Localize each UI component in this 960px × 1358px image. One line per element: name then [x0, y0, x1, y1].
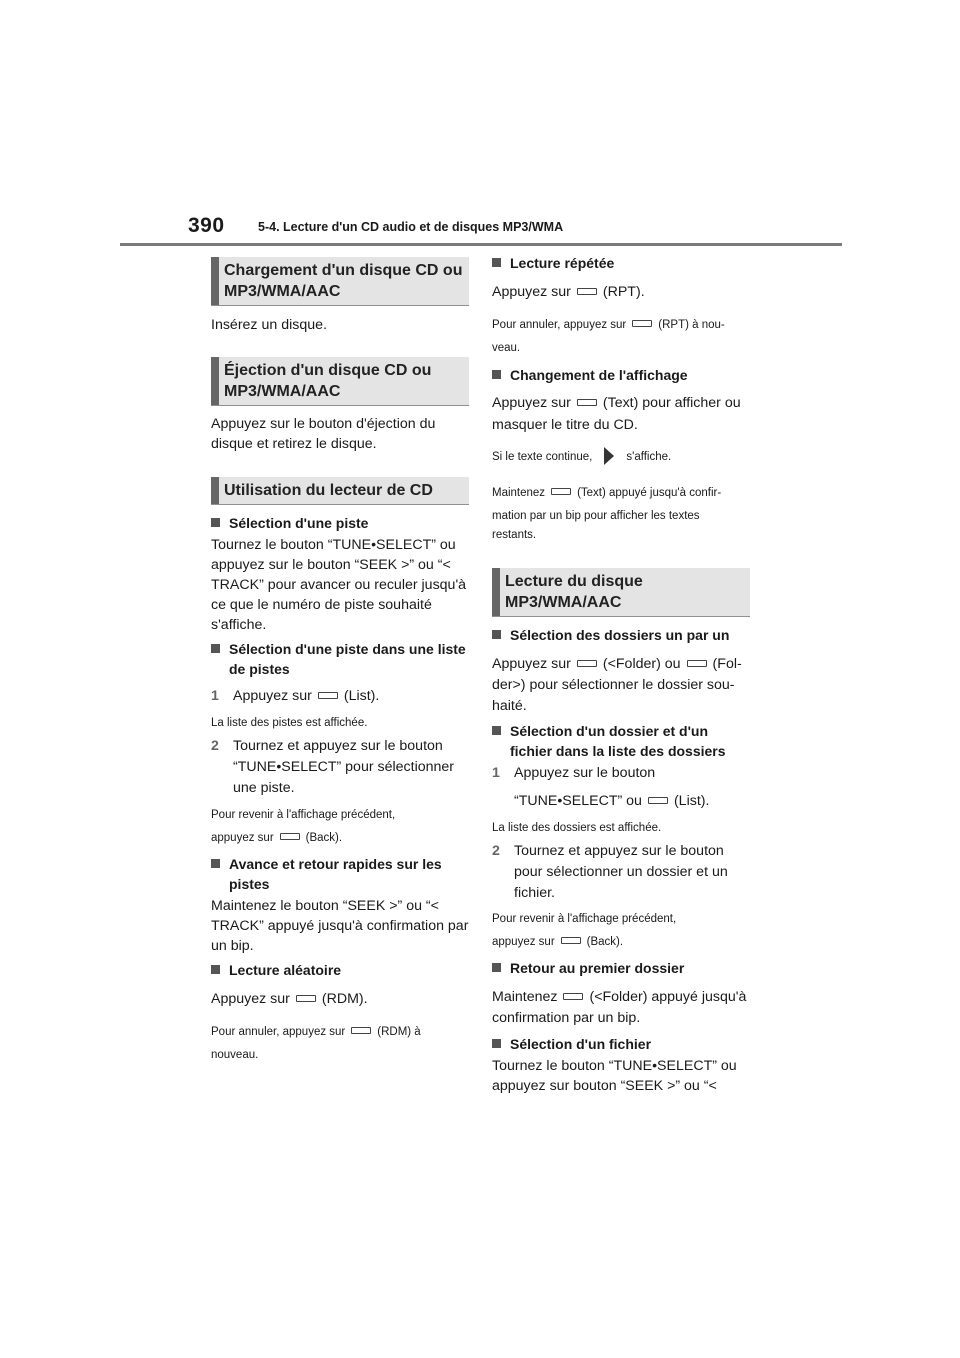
step-text: (List). [343, 688, 380, 704]
square-bullet-icon [211, 965, 220, 974]
note-text: (Back). [305, 832, 343, 844]
square-bullet-icon [492, 630, 501, 639]
note-line: Pour revenir à l'affichage précédent, [492, 913, 677, 925]
note-text: (RDM) à [377, 1026, 421, 1038]
note-line: Pour revenir à l'affichage précédent, [211, 809, 396, 821]
square-bullet-icon [492, 726, 501, 735]
subheading-first-folder [492, 958, 750, 978]
square-bullet-icon [492, 963, 501, 972]
text-button-icon [551, 488, 571, 495]
paragraph-line: confirmation par un bip. [492, 1010, 641, 1026]
back-button-icon [280, 833, 300, 840]
paragraph: Appuyez sur le bouton d'éjection du disque et retirez le disque. [211, 416, 436, 452]
list-button-icon [318, 692, 338, 699]
note-line [492, 447, 750, 467]
folder-prev-button-icon [563, 993, 583, 1000]
note-line [211, 828, 469, 848]
step-text: Appuyez sur [233, 688, 312, 704]
note-text: Maintenez [492, 487, 546, 499]
inline-text: Appuyez sur [492, 395, 571, 411]
inline-text: (Text) pour afficher ou [602, 395, 741, 411]
header-rule [120, 243, 842, 246]
subheading-track-list [211, 639, 469, 679]
paragraph [492, 987, 750, 1007]
step-1-continued [492, 791, 750, 812]
note-line [211, 1022, 469, 1042]
note: La liste des dossiers est affichée. [492, 822, 662, 834]
inline-text: Appuyez sur [492, 284, 571, 300]
subheading-text: Sélection d'une piste dans une liste de pistes [229, 641, 466, 677]
note-text: Pour annuler, appuyez sur [492, 319, 627, 331]
inline-text: Appuyez sur [211, 991, 290, 1007]
inline-text: (RPT). [602, 284, 645, 300]
section-heading-cd-player [211, 477, 469, 505]
step-2 [492, 841, 750, 904]
paragraph [211, 989, 469, 1009]
subheading-folders [492, 625, 750, 645]
note-text: (Text) appuyé jusqu'à confir- [577, 487, 722, 499]
subheading-text: Changement de l'affichage [510, 367, 688, 383]
section-heading-loading [211, 257, 469, 306]
step-number: 2 [211, 738, 219, 754]
paragraph [492, 282, 750, 302]
inline-text: (RDM). [321, 991, 368, 1007]
step-text: (List). [673, 793, 710, 809]
paragraph: Tournez le bouton “TUNE•SELECT” ou appuyez sur le bouton “SEEK >” ou “< TRACK” pour avancer ou reculer jusqu'à ce que le numéro de piste souhaité s'affiche. [211, 537, 467, 633]
list-button-icon [648, 797, 668, 804]
subheading-text: Lecture aléatoire [229, 962, 342, 978]
scroll-arrow-icon [604, 447, 614, 465]
folder-prev-button-icon [577, 660, 597, 667]
note-line [492, 315, 750, 335]
page-number: 390 [188, 214, 225, 237]
square-bullet-icon [211, 859, 220, 868]
subheading-text: Avance et retour rapides sur les pistes [229, 856, 442, 892]
rpt-button-icon [577, 288, 597, 295]
paragraph-line: der>) pour sélectionner le dossier sou- [492, 677, 735, 693]
note-line: veau. [492, 342, 521, 354]
paragraph-line: haité. [492, 698, 527, 714]
rpt-button-icon [632, 320, 652, 327]
section-title: Chargement d'un disque CD ou MP3/WMA/AAC [224, 262, 463, 300]
paragraph: Insérez un disque. [211, 317, 327, 333]
paragraph: Tournez le bouton “TUNE•SELECT” ou appuyez sur bouton “SEEK >” ou “< [492, 1058, 737, 1094]
square-bullet-icon [492, 1039, 501, 1048]
step-text: “TUNE•SELECT” ou [514, 793, 642, 809]
step-text: Tournez et appuyez sur le bouton “TUNE•SELECT” pour sélectionner une piste. [233, 738, 455, 796]
subheading-text: Sélection d'une piste [229, 515, 369, 531]
square-bullet-icon [211, 644, 220, 653]
inline-text: (<Folder) ou [602, 656, 681, 672]
note-line [492, 483, 750, 503]
step-1 [492, 763, 750, 784]
note-text: (Back). [586, 936, 624, 948]
subheading-text: Retour au premier dossier [510, 960, 685, 976]
paragraph: Maintenez le bouton “SEEK >” ou “< TRACK” appuyé jusqu'à confirmation par un bip. [211, 898, 469, 954]
paragraph-line: masquer le titre du CD. [492, 417, 638, 433]
step-1 [211, 686, 469, 707]
section-heading-eject [211, 357, 469, 406]
section-bar [211, 257, 219, 305]
text-button-icon [577, 399, 597, 406]
inline-text: (<Folder) appuyé jusqu'à [589, 989, 747, 1005]
subheading-fast-forward [211, 854, 469, 894]
note-text: Pour annuler, appuyez sur [211, 1026, 346, 1038]
section-title: Lecture du disque MP3/WMA/AAC [505, 573, 643, 611]
square-bullet-icon [492, 370, 501, 379]
note-text: appuyez sur [211, 832, 274, 844]
section-title: Éjection d'un disque CD ou MP3/WMA/AAC [224, 362, 432, 400]
section-bar [492, 568, 500, 616]
subheading-display [492, 365, 750, 385]
note-line: mation par un bip pour afficher les textes [492, 510, 700, 522]
folder-next-button-icon [687, 660, 707, 667]
section-title: Utilisation du lecteur de CD [224, 482, 433, 499]
square-bullet-icon [492, 258, 501, 267]
subheading-repeat [492, 253, 750, 273]
step-number: 2 [492, 843, 500, 859]
note-text: (RPT) à nou- [658, 319, 725, 331]
section-bar [211, 357, 219, 405]
note: La liste des pistes est affichée. [211, 717, 368, 729]
note-text: s'affiche. [626, 451, 672, 464]
step-number: 1 [211, 688, 219, 704]
subheading-text: Sélection d'un fichier [510, 1036, 652, 1052]
note-text: appuyez sur [492, 936, 555, 948]
subheading-text: Lecture répétée [510, 255, 615, 271]
subheading-random [211, 960, 469, 980]
running-header: 5-4. Lecture d'un CD audio et de disques MP3/WMA [258, 220, 564, 234]
step-number: 1 [492, 765, 500, 781]
note-text: Si le texte continue, [492, 451, 593, 464]
note-line: restants. [492, 529, 537, 541]
note-line: nouveau. [211, 1049, 259, 1061]
note-line [492, 932, 750, 952]
subheading-select-file [492, 1034, 750, 1054]
square-bullet-icon [211, 518, 220, 527]
step-text: Appuyez sur le bouton [514, 765, 656, 781]
section-heading-mp3 [492, 568, 750, 617]
subheading-folder-list [492, 721, 750, 761]
rdm-button-icon [351, 1027, 371, 1034]
step-text: Tournez et appuyez sur le bouton pour sélectionner un dossier et un fichier. [514, 843, 728, 901]
inline-text: (Fol- [712, 656, 742, 672]
paragraph [492, 393, 750, 413]
paragraph [492, 654, 750, 674]
subheading-select-track [211, 513, 469, 533]
section-bar [211, 477, 219, 504]
rdm-button-icon [296, 995, 316, 1002]
inline-text: Appuyez sur [492, 656, 571, 672]
subheading-text: Sélection des dossiers un par un [510, 627, 730, 643]
subheading-text: Sélection d'un dossier et d'un fichier dans la liste des dossiers [510, 723, 726, 759]
back-button-icon [561, 937, 581, 944]
step-2 [211, 736, 469, 799]
inline-text: Maintenez [492, 989, 558, 1005]
